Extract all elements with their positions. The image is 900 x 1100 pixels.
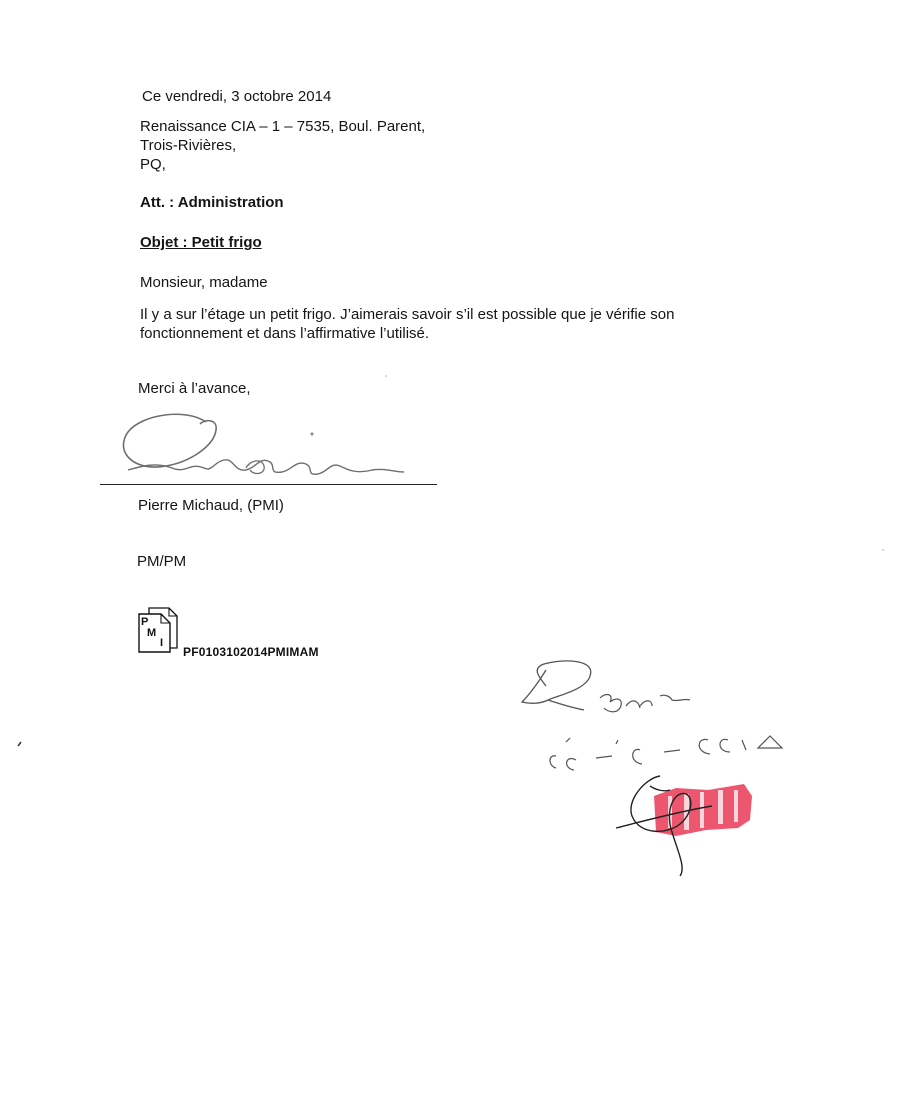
document-code: PF0103102014PMIMAM — [183, 645, 319, 659]
reference-initials: PM/PM — [137, 553, 187, 570]
icon-letter-m: M — [147, 627, 157, 639]
icon-letter-i: I — [160, 637, 164, 649]
attention-line: Att. : Administration — [140, 194, 284, 211]
address-line-2: Trois-Rivières, — [140, 137, 237, 154]
signer-name: Pierre Michaud, (PMI) — [138, 497, 284, 514]
icon-letter-p: P — [141, 616, 149, 628]
address-line-1: Renaissance CIA – 1 – 7535, Boul. Parent, — [140, 118, 426, 135]
subject-line: Objet : Petit frigo — [140, 234, 262, 251]
date-line: Ce vendredi, 3 octobre 2014 — [142, 88, 332, 105]
address-line-3: PQ, — [140, 156, 166, 173]
salutation: Monsieur, madame — [140, 274, 268, 291]
closing-line: Merci à l’avance, — [138, 380, 251, 397]
letter-body: Il y a sur l’étage un petit frigo. J’aimerais savoir s’il est possible que je vérifie son fonctionnement et dans l’affirmative l’utilisé. — [140, 306, 675, 342]
